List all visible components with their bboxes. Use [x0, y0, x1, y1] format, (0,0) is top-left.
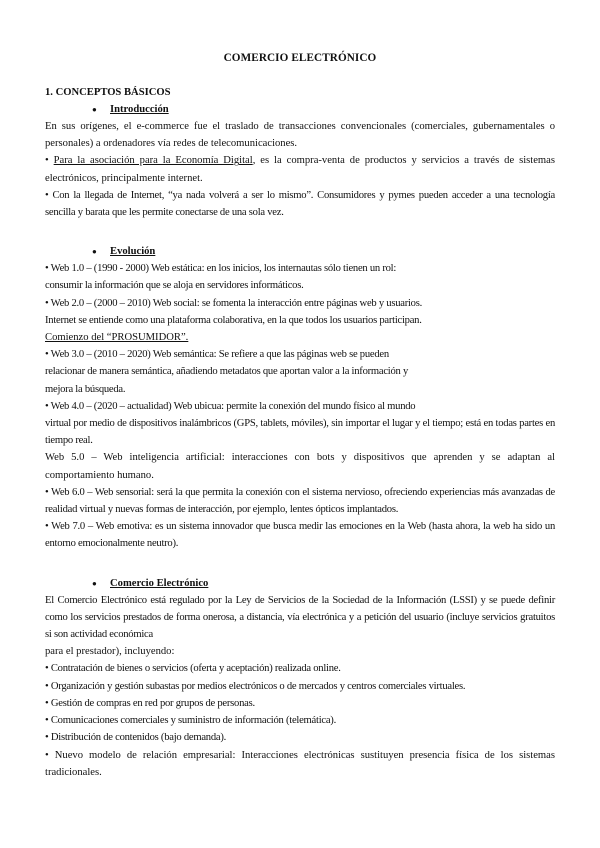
spacer [45, 553, 555, 575]
evolution-line: mejora la búsqueda. [45, 383, 126, 395]
ecommerce-item: • Comunicaciones comerciales y suministro de información (telemática). [45, 715, 336, 727]
ecommerce-item: • Gestión de compras en red por grupos de personas. [45, 697, 255, 709]
ecommerce-paragraph: El Comercio Electrónico está regulado por la Ley de Servicios de la Sociedad de la Información (LSSI) y se puede definir como los servicios prestados de forma onerosa, a distancia, vía electrónica y a petición del usuario (incluye servicios gratuitos si son actividad económica [45, 594, 555, 641]
ecommerce-paragraph-cont: para el prestador), incluyendo: [45, 646, 175, 658]
web5-paragraph: Web 5.0 – Web inteligencia artificial: interacciones con bots y dispositivos que aprenden y se adaptan al comportamiento humano. [45, 452, 555, 481]
evolution-title: Evolución [110, 246, 156, 258]
intro-heading [92, 101, 555, 118]
bullet-icon: ● [92, 578, 97, 588]
intro-p2-rest: , es la compra-venta de productos y servicios a través de sistemas electrónicos, principalmente internet. [45, 155, 555, 184]
spacer [45, 221, 555, 243]
ecommerce-item: • Organización y gestión subastas por medios electrónicos o de mercados y centros comerciales virtuales. [45, 680, 466, 692]
intro-title: Introducción [110, 104, 169, 115]
evolution-heading [92, 243, 555, 260]
intro-p2-underlined: Para la asociación para la Economía Digital [53, 155, 253, 167]
evolution-line: relacionar de manera semántica, añadiendo metadatos que aportan valor a la información y [45, 366, 409, 378]
bullet-icon: ● [92, 105, 97, 114]
ecommerce-heading [92, 575, 555, 592]
evolution-line: • Web 1.0 – (1990 - 2000) Web estática: en los inicios, los internautas sólo tienen un rol: [45, 263, 397, 275]
web7-paragraph: • Web 7.0 – Web emotiva: es un sistema innovador que busca medir las emociones en la Web (hasta ahora, la web ha sido un entorno emocionalmente neutro). [45, 521, 555, 550]
ecommerce-item: • Distribución de contenidos (bajo demanda). [45, 732, 226, 744]
ecommerce-title: Comercio Electrónico [110, 577, 209, 589]
intro-paragraph-2 [45, 152, 555, 186]
intro-p2-prefix: • [45, 155, 54, 167]
web4-continuation: virtual por medio de dispositivos inalámbricos (GPS, tablets, móviles), sin importar el lugar y el tiempo; está en todas partes en tiempo real. [45, 418, 555, 447]
evolution-line: • Web 2.0 – (2000 – 2010) Web social: se fomenta la interacción entre páginas web y usuarios. [45, 297, 422, 309]
ecommerce-last-item: • Nuevo modelo de relación empresarial: Interacciones electrónicas sustituyen presencia física de los sistemas tradicionales. [45, 749, 555, 778]
evolution-line: Internet se entiende como una plataforma colaborativa, en la que todos los usuarios participan. [45, 314, 422, 326]
ecommerce-item: • Contratación de bienes o servicios (oferta y aceptación) realizada online. [45, 663, 341, 675]
section-heading: 1. CONCEPTOS BÁSICOS [45, 87, 171, 98]
evolution-line: • Web 4.0 – (2020 – actualidad) Web ubicua: permite la conexión del mundo físico al mundo [45, 400, 416, 412]
intro-paragraph-1: En sus orígenes, el e-commerce fue el traslado de transacciones convencionales (comerciales, gubernamentales o personales) a ordenadores vía redes de telecomunicaciones. [45, 121, 555, 150]
document-title: COMERCIO ELECTRÓNICO [223, 52, 377, 64]
prosumidor-line: Comienzo del “PROSUMIDOR”. [45, 332, 189, 344]
web6-paragraph: • Web 6.0 – Web sensorial: será la que permita la conexión con el sistema nervioso, ofreciendo experiencias más avanzadas de realidad virtual y nuevas formas de interacción, por ejemplo, lentes ópticos implantados. [45, 486, 555, 516]
bullet-icon: ● [92, 247, 97, 257]
evolution-line: • Web 3.0 – (2010 – 2020) Web semántica: Se refiere a que las páginas web se pueden [45, 349, 389, 361]
evolution-line: consumir la información que se aloja en servidores informáticos. [45, 280, 304, 292]
intro-paragraph-3: • Con la llegada de Internet, “ya nada volverá a ser lo mismo”. Consumidores y pymes pueden acceder a una tecnología sencilla y barata que les permite conectarse de una sola vez. [45, 189, 555, 219]
